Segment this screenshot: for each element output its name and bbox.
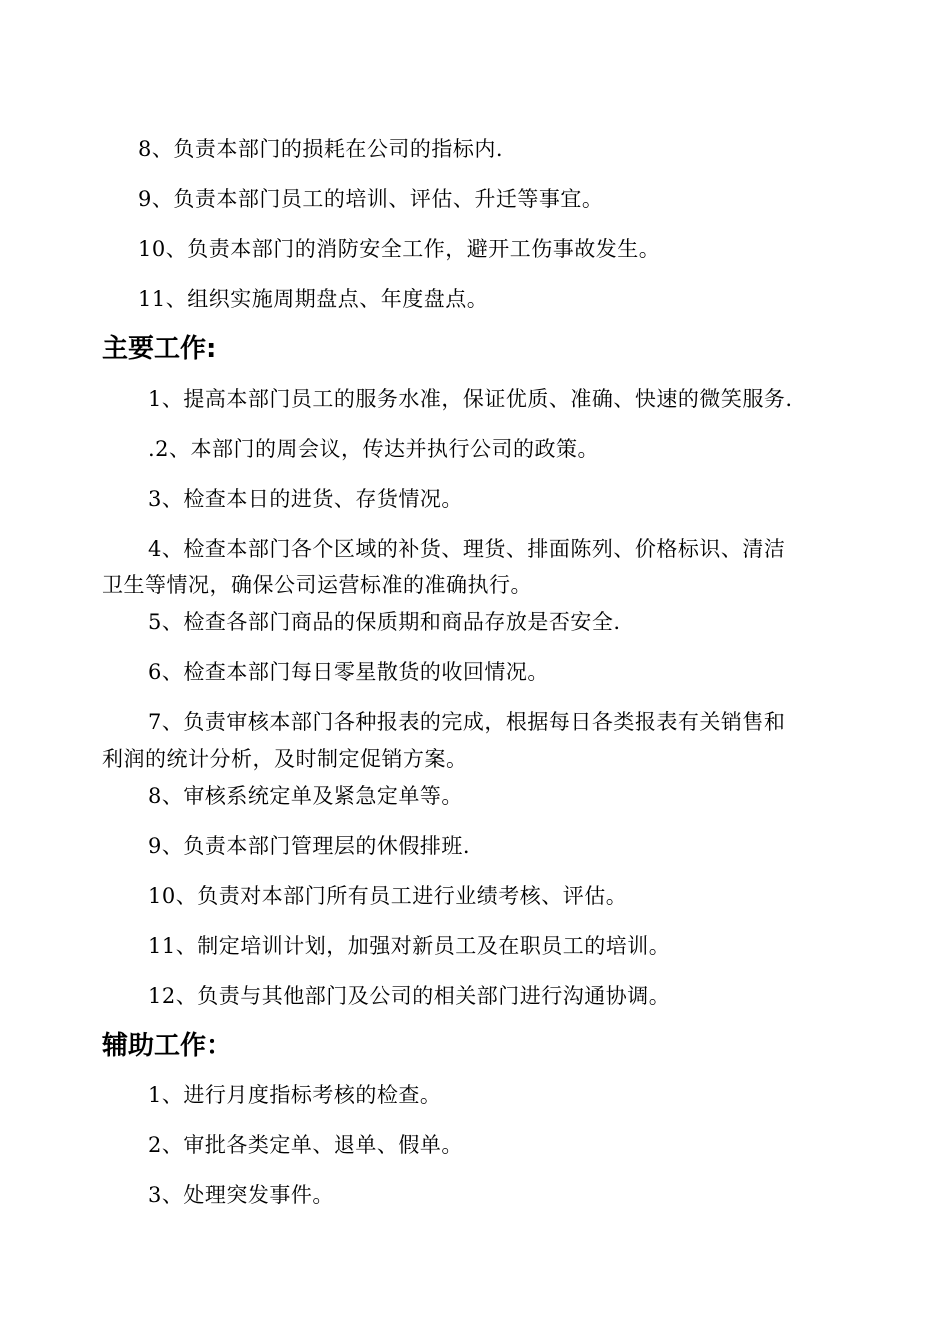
aux-work-item: 3、处理突发事件。	[148, 1183, 334, 1207]
main-work-item: .2、本部门的周会议，传达并执行公司的政策。	[148, 437, 600, 461]
main-work-item-continued: 卫生等情况，确保公司运营标准的准确执行。	[102, 573, 532, 597]
top-list-item: 11、组织实施周期盘点、年度盘点。	[138, 287, 489, 311]
top-list-item: 10、负责本部门的消防安全工作，避开工伤事故发生。	[138, 237, 661, 261]
main-work-item: 8、审核系统定单及紧急定单等。	[148, 784, 463, 808]
main-work-item: 1、提高本部门员工的服务水准，保证优质、准确、快速的微笑服务.	[148, 387, 793, 411]
top-list-item: 8、负责本部门的损耗在公司的指标内.	[138, 137, 504, 161]
main-work-item: 6、检查本部门每日零星散货的收回情况。	[148, 660, 549, 684]
main-work-item: 10、负责对本部门所有员工进行业绩考核、评估。	[148, 884, 628, 908]
main-work-item: 3、检查本日的进货、存货情况。	[148, 487, 463, 511]
main-work-item: 5、检查各部门商品的保质期和商品存放是否安全.	[148, 610, 621, 634]
main-work-item: 4、检查本部门各个区域的补货、理货、排面陈列、价格标识、清洁	[148, 537, 786, 561]
aux-work-heading: 辅助工作：	[102, 1031, 233, 1061]
aux-work-item: 2、审批各类定单、退单、假单。	[148, 1133, 463, 1157]
main-work-heading: 主要工作:	[102, 334, 217, 364]
top-list-item: 9、负责本部门员工的培训、评估、升迁等事宜。	[138, 187, 604, 211]
main-work-item: 7、负责审核本部门各种报表的完成，根据每日各类报表有关销售和	[148, 710, 786, 734]
main-work-item: 11、制定培训计划，加强对新员工及在职员工的培训。	[148, 934, 671, 958]
main-work-item: 9、负责本部门管理层的休假排班.	[148, 834, 471, 858]
aux-work-item: 1、进行月度指标考核的检查。	[148, 1083, 442, 1107]
main-work-item-continued: 利润的统计分析，及时制定促销方案。	[102, 747, 468, 771]
main-work-item: 12、负责与其他部门及公司的相关部门进行沟通协调。	[148, 984, 671, 1008]
